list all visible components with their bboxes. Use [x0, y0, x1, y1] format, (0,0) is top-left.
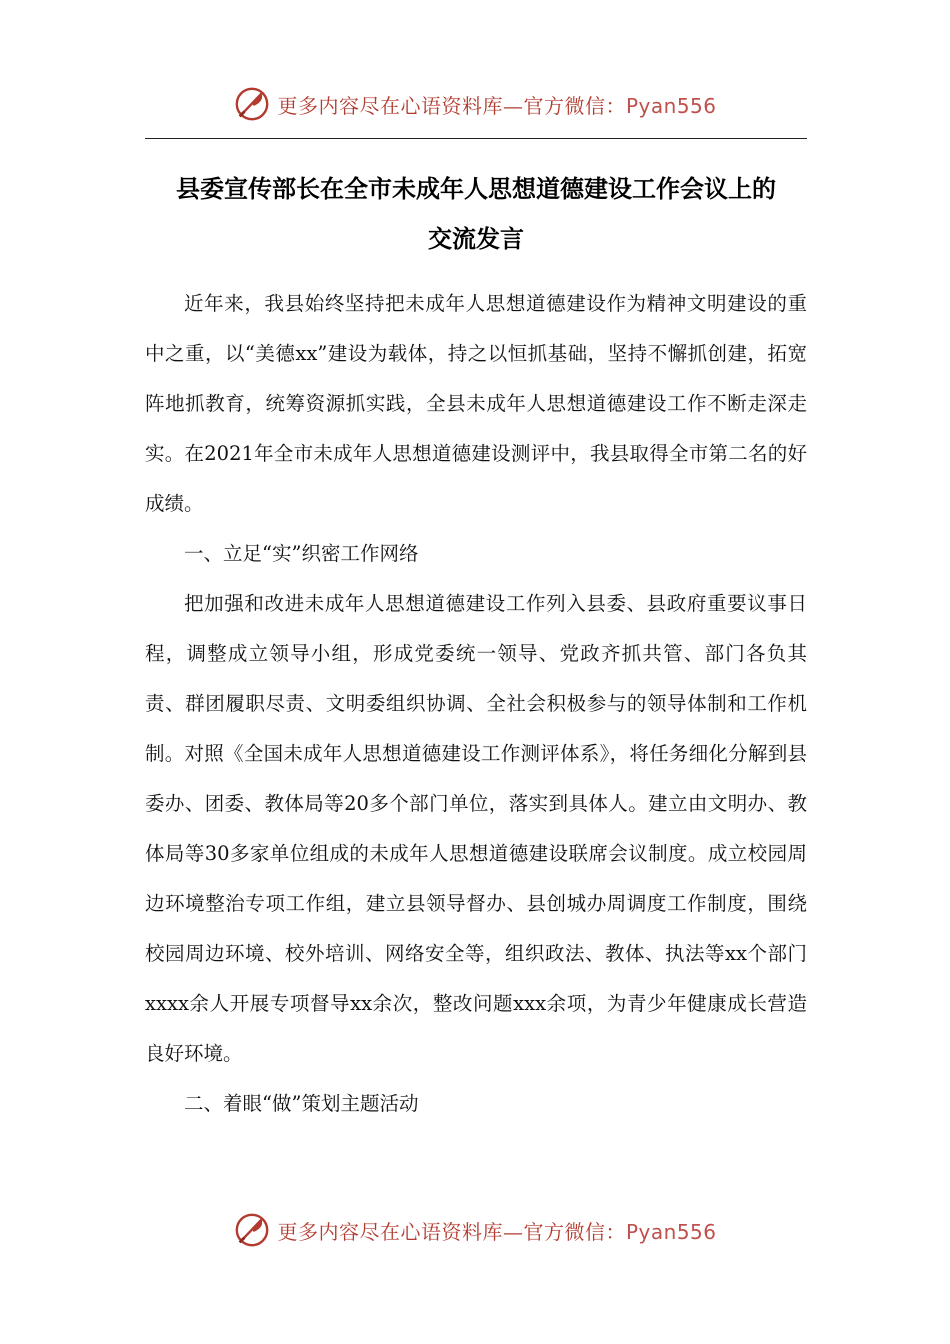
- title-line-2: 交流发言: [428, 225, 524, 253]
- paragraph-intro: 近年来，我县始终坚持把未成年人思想道德建设作为精神文明建设的重中之重，以“美德xx”建设为载体，持之以恒抓基础，坚持不懈抓创建，拓宽阵地抓教育，统筹资源抓实践，全县未成年人思想道德建设工作不断走深走实。在2021年全市未成年人思想道德建设测评中，我县取得全市第二名的好成绩。: [145, 292, 807, 515]
- footer-banner: [0, 1210, 950, 1250]
- footer-wechat-id: Pyan556: [625, 1219, 717, 1244]
- section-heading-1: 一、立足“实”织密工作网络: [184, 542, 419, 565]
- header-banner-text: 更多内容尽在心语资料库—官方微信：Pyan556: [277, 93, 717, 118]
- section-heading-2: 二、着眼“做”策划主题活动: [184, 1092, 419, 1115]
- paragraph-section-1: 把加强和改进未成年人思想道德建设工作列入县委、县政府重要议事日程，调整成立领导小组，形成党委统一领导、党政齐抓共管、部门各负其责、群团履职尽责、文明委组织协调、全社会积极参与的领导体制和工作机制。对照《全国未成年人思想道德建设工作测评体系》，将任务细化分解到县委办、团委、教体局等20多个部门单位，落实到具体人。建立由文明办、教体局等30多家单位组成的未成年人思想道德建设联席会议制度。成立校园周边环境整治专项工作组，建立县领导督办、县创城办周调度工作制度，围绕校园周边环境、校外培训、网络安全等，组织政法、教体、执法等xx个部门xxxx余人开展专项督导xx余次，整改问题xxx余项，为青少年健康成长营造良好环境。: [145, 592, 807, 1065]
- header-wechat-id: Pyan556: [625, 93, 717, 118]
- document-body: [145, 279, 807, 1129]
- document-title: [145, 164, 807, 264]
- quill-logo-icon: [233, 1211, 271, 1249]
- header-banner: [0, 84, 950, 124]
- title-line-1: 县委宣传部长在全市未成年人思想道德建设工作会议上的: [176, 175, 776, 203]
- footer-banner-text: 更多内容尽在心语资料库—官方微信：Pyan556: [277, 1219, 717, 1244]
- header-divider: [145, 138, 807, 139]
- quill-logo-icon: [233, 85, 271, 123]
